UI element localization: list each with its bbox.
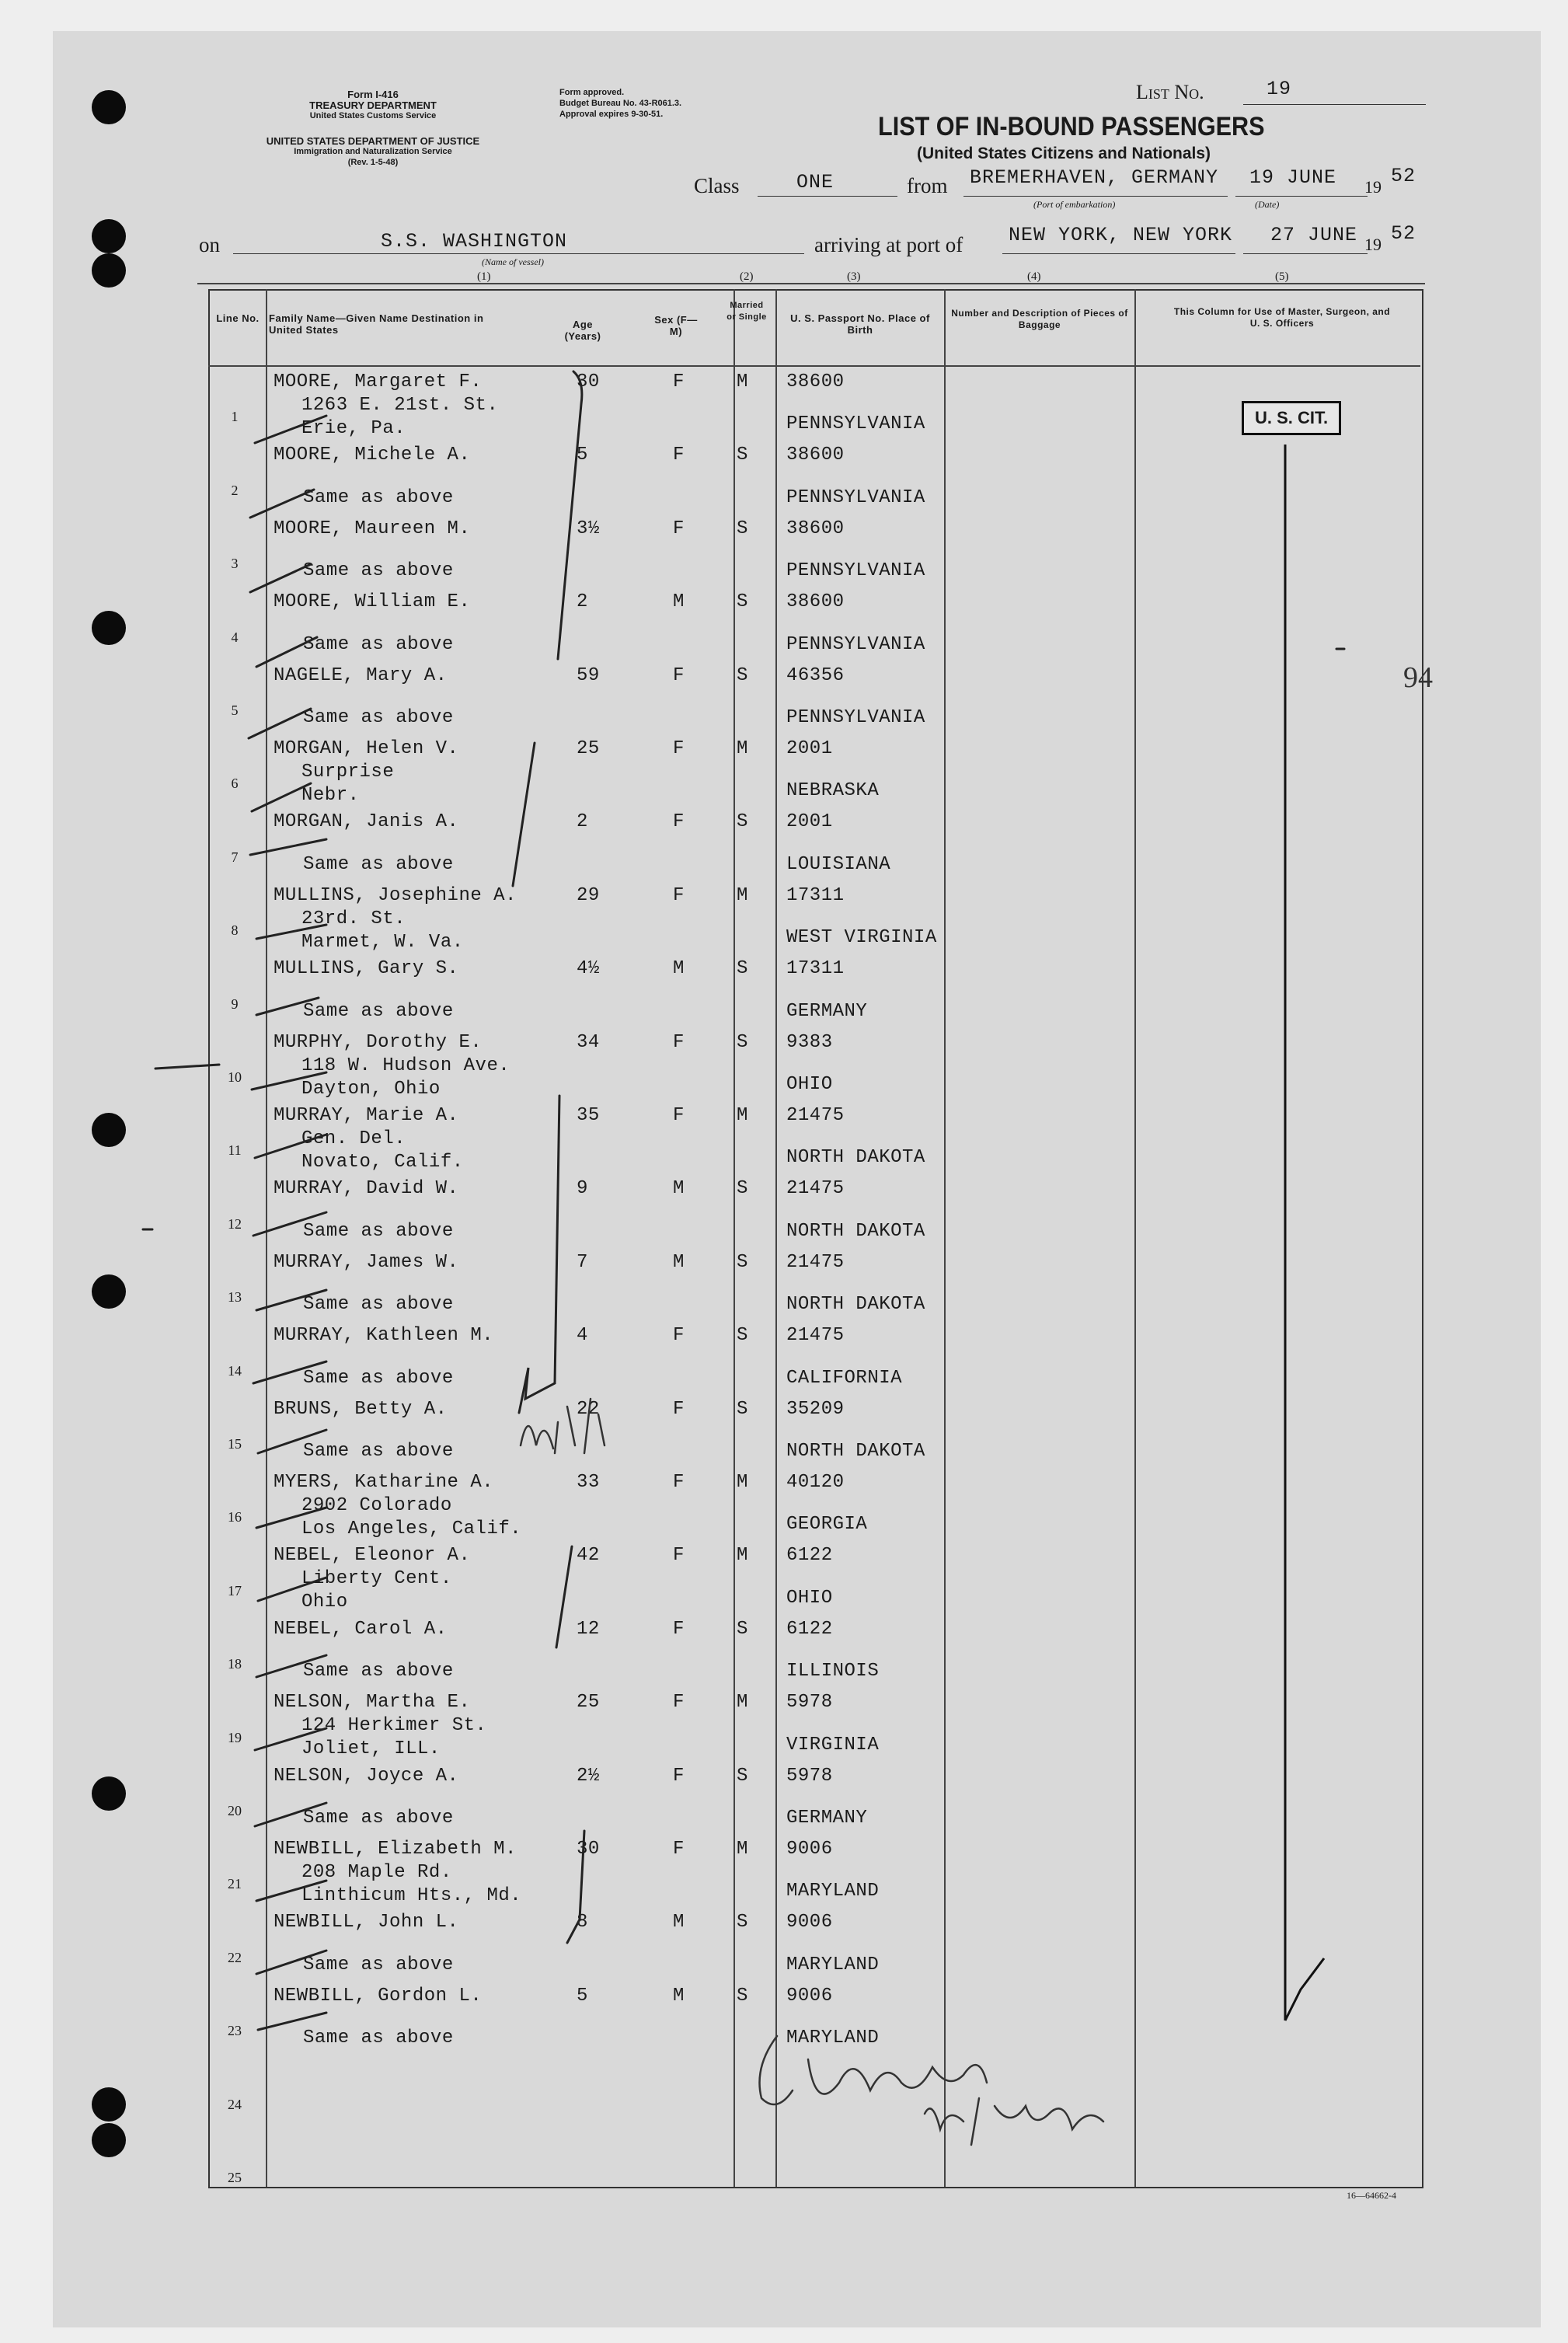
age-value: 5	[577, 1985, 588, 2007]
destination-line: Los Angeles, Calif.	[301, 1518, 522, 1539]
destination-line: Same as above	[303, 1808, 454, 1829]
passenger-name: NEBEL, Eleonor A.	[274, 1545, 471, 1567]
passport-number: 38600	[786, 518, 845, 539]
place-of-birth: MARYLAND	[786, 1881, 880, 1902]
line-number: 13	[228, 1289, 242, 1306]
approval-line-2: Budget Bureau No. 43-R061.3.	[559, 99, 682, 108]
treasury-dept: TREASURY DEPARTMENT	[309, 99, 437, 111]
line-number: 23	[228, 2023, 242, 2039]
passenger-name: BRUNS, Betty A.	[274, 1398, 448, 1420]
place-of-birth: NORTH DAKOTA	[786, 1220, 925, 1242]
place-of-birth: ILLINOIS	[786, 1661, 880, 1682]
age-value: 8	[577, 1912, 588, 1933]
age-value: 12	[577, 1618, 600, 1640]
place-of-birth: PENNSYLVANIA	[786, 633, 925, 655]
destination-line: 23rd. St.	[301, 908, 406, 929]
list-no-label: List No.	[1136, 81, 1204, 103]
col-header-passport: U. S. Passport No. Place of Birth	[790, 312, 930, 336]
sex-value: F	[673, 811, 685, 833]
passport-number: 2001	[786, 811, 833, 833]
line-number: 6	[231, 776, 239, 792]
marital-status: S	[737, 664, 748, 686]
marital-status: M	[737, 884, 748, 906]
destination-line: Same as above	[303, 486, 454, 508]
sex-value: M	[673, 1912, 685, 1933]
line-number: 1	[231, 409, 239, 425]
arriving-label: arriving at port of	[814, 233, 963, 256]
destination-line: Same as above	[303, 853, 454, 875]
place-of-birth: OHIO	[786, 1074, 833, 1095]
passport-number: 5978	[786, 1692, 833, 1714]
age-value: 7	[577, 1251, 588, 1273]
place-of-birth: PENNSYLVANIA	[786, 707, 925, 728]
passport-number: 21475	[786, 1178, 845, 1200]
line-number: 12	[228, 1215, 242, 1232]
place-of-birth: CALIFORNIA	[786, 1367, 903, 1389]
col-num-1: (1)	[477, 270, 491, 283]
sex-value: F	[673, 445, 685, 466]
destination-line: Linthicum Hts., Md.	[301, 1885, 522, 1906]
line-number: 11	[228, 1142, 242, 1159]
year-prefix: 19	[1364, 177, 1382, 197]
destination-line: Marmet, W. Va.	[301, 931, 464, 953]
passenger-name: MORGAN, Janis A.	[274, 811, 459, 833]
place-of-birth: NEBRASKA	[786, 780, 880, 802]
destination-line: Same as above	[303, 1367, 454, 1389]
date-caption: (Date)	[1255, 199, 1280, 210]
marital-status: M	[737, 1545, 748, 1567]
line-number: 20	[228, 1803, 242, 1818]
marital-status: S	[737, 811, 748, 833]
destination-line: Surprise	[301, 762, 395, 783]
passenger-name: MULLINS, Gary S.	[274, 958, 459, 980]
justice-dept: UNITED STATES DEPARTMENT OF JUSTICE	[266, 135, 480, 147]
place-of-birth: GERMANY	[786, 1808, 868, 1829]
destination-line: Same as above	[303, 707, 454, 728]
age-value: 4	[577, 1325, 588, 1347]
passport-number: 40120	[786, 1472, 845, 1493]
line-number: 24	[228, 2096, 242, 2112]
passenger-name: MURRAY, James W.	[274, 1251, 459, 1273]
place-of-birth: PENNSYLVANIA	[786, 560, 925, 582]
line-number: 2	[231, 482, 239, 498]
age-value: 22	[577, 1398, 600, 1420]
form-number: Form I-416	[347, 89, 399, 100]
destination-line: Same as above	[303, 1954, 454, 1975]
embarkation-caption: (Port of embarkation)	[1033, 199, 1116, 210]
passenger-name: NELSON, Martha E.	[274, 1692, 471, 1714]
age-value: 59	[577, 664, 600, 686]
destination-line: Same as above	[303, 1661, 454, 1682]
line-number: 7	[231, 849, 239, 865]
marital-status: S	[737, 1398, 748, 1420]
passenger-name: NELSON, Joyce A.	[274, 1765, 459, 1787]
age-value: 2	[577, 591, 588, 613]
us-citizen-stamp: U. S. CIT.	[1242, 401, 1341, 435]
age-value: 2½	[577, 1765, 600, 1787]
line-number: 17	[228, 1582, 242, 1599]
passport-number: 38600	[786, 591, 845, 613]
place-of-birth: WEST VIRGINIA	[786, 927, 937, 949]
passenger-name: MYERS, Katharine A.	[274, 1472, 494, 1493]
marital-status: S	[737, 1985, 748, 2007]
on-label: on	[199, 233, 220, 256]
sex-value: F	[673, 1618, 685, 1640]
destination-line: Same as above	[303, 1220, 454, 1242]
age-value: 29	[577, 884, 600, 906]
age-value: 34	[577, 1031, 600, 1053]
line-number: 4	[231, 629, 239, 645]
sex-value: F	[673, 884, 685, 906]
place-of-birth: VIRGINIA	[786, 1734, 880, 1756]
place-of-birth: PENNSYLVANIA	[786, 486, 925, 508]
age-value: 4½	[577, 958, 600, 980]
col-num-5: (5)	[1275, 270, 1289, 283]
destination-line: Nebr.	[301, 785, 360, 806]
marital-status: S	[737, 1325, 748, 1347]
marital-status: M	[737, 1692, 748, 1714]
passport-number: 5978	[786, 1765, 833, 1787]
destination-line: Same as above	[303, 1000, 454, 1022]
col-num-3: (3)	[847, 270, 861, 283]
customs-service: United States Customs Service	[309, 111, 437, 120]
marital-status: S	[737, 1251, 748, 1273]
sex-value: F	[673, 1692, 685, 1714]
destination-line: Joliet, ILL.	[301, 1738, 441, 1760]
destination-line: 118 W. Hudson Ave.	[301, 1055, 510, 1076]
col-num-4: (4)	[1027, 270, 1041, 283]
col-header-married: Married or Single	[727, 301, 767, 322]
place-of-birth: MARYLAND	[786, 2027, 880, 2049]
year-prefix-2: 19	[1364, 235, 1382, 254]
sex-value: F	[673, 1105, 685, 1126]
sex-value: F	[673, 738, 685, 759]
destination-line: Same as above	[303, 633, 454, 655]
passenger-name: MOORE, Margaret F.	[274, 371, 483, 392]
sex-value: M	[673, 591, 685, 613]
age-value: 3½	[577, 518, 600, 539]
col-header-name: Family Name—Given Name Destination in United States	[269, 312, 484, 336]
destination-line: Liberty Cent.	[301, 1568, 452, 1590]
sex-value: F	[673, 518, 685, 539]
marital-status: M	[737, 1839, 748, 1860]
age-value: 30	[577, 371, 600, 392]
sex-value: F	[673, 1839, 685, 1860]
passenger-name: MURRAY, Kathleen M.	[274, 1325, 494, 1347]
marital-status: S	[737, 1178, 748, 1200]
marital-status: S	[737, 591, 748, 613]
passport-number: 21475	[786, 1325, 845, 1347]
sex-value: M	[673, 1251, 685, 1273]
place-of-birth: NORTH DAKOTA	[786, 1147, 925, 1169]
place-of-birth: OHIO	[786, 1587, 833, 1609]
line-number: 9	[231, 995, 239, 1012]
sex-value: F	[673, 1472, 685, 1493]
departure-date: 19 JUNE	[1249, 166, 1337, 189]
place-of-birth: NORTH DAKOTA	[786, 1294, 925, 1316]
list-no-value: 19	[1267, 78, 1292, 100]
from-label: from	[907, 174, 948, 197]
destination-line: Novato, Calif.	[301, 1152, 464, 1173]
marital-status: S	[737, 1031, 748, 1053]
col-header-officers: This Column for Use of Master, Surgeon, and U. S. Officers	[1173, 306, 1391, 329]
passport-number: 9006	[786, 1912, 833, 1933]
sex-value: M	[673, 1178, 685, 1200]
list-title: LIST OF IN-BOUND PASSENGERS	[878, 112, 1265, 141]
passport-number: 9006	[786, 1985, 833, 2007]
line-number: 18	[228, 1656, 242, 1672]
passport-number: 9006	[786, 1839, 833, 1860]
marital-status: M	[737, 371, 748, 392]
approval-line-1: Form approved.	[559, 88, 625, 97]
line-number: 8	[231, 922, 239, 939]
marital-status: S	[737, 958, 748, 980]
arrival-year: 52	[1391, 222, 1416, 245]
passenger-name: NEWBILL, Gordon L.	[274, 1985, 483, 2007]
place-of-birth: PENNSYLVANIA	[786, 413, 925, 435]
age-value: 30	[577, 1839, 600, 1860]
sex-value: F	[673, 1545, 685, 1567]
arrival-port: NEW YORK, NEW YORK	[1009, 224, 1233, 246]
line-number: 22	[228, 1949, 242, 1965]
sex-value: F	[673, 1398, 685, 1420]
age-value: 25	[577, 1692, 600, 1714]
passport-number: 46356	[786, 664, 845, 686]
passport-number: 6122	[786, 1545, 833, 1567]
sex-value: M	[673, 958, 685, 980]
marital-status: S	[737, 445, 748, 466]
destination-line: 2902 Colorado	[301, 1495, 452, 1516]
sex-value: F	[673, 1765, 685, 1787]
passenger-name: MORGAN, Helen V.	[274, 738, 459, 759]
destination-line: Gen. Del.	[301, 1128, 406, 1149]
passport-number: 38600	[786, 445, 845, 466]
place-of-birth: GEORGIA	[786, 1514, 868, 1536]
passenger-name: MOORE, Maureen M.	[274, 518, 471, 539]
place-of-birth: NORTH DAKOTA	[786, 1441, 925, 1462]
destination-line: Dayton, Ohio	[301, 1078, 441, 1100]
destination-line: 124 Herkimer St.	[301, 1715, 487, 1737]
passenger-name: MURRAY, Marie A.	[274, 1105, 459, 1126]
passenger-name: NEWBILL, Elizabeth M.	[274, 1839, 517, 1860]
line-number: 16	[228, 1509, 242, 1525]
passenger-name: MULLINS, Josephine A.	[274, 884, 517, 906]
place-of-birth: LOUISIANA	[786, 853, 891, 875]
sex-value: F	[673, 664, 685, 686]
age-value: 35	[577, 1105, 600, 1126]
destination-line: Same as above	[303, 560, 454, 582]
age-value: 42	[577, 1545, 600, 1567]
embarkation-port: BREMERHAVEN, GERMANY	[970, 166, 1219, 189]
passport-number: 6122	[786, 1618, 833, 1640]
line-number: 5	[231, 703, 239, 718]
age-value: 33	[577, 1472, 600, 1493]
marital-status: M	[737, 738, 748, 759]
class-value: ONE	[796, 171, 835, 194]
approval-line-3: Approval expires 9-30-51.	[559, 110, 664, 119]
age-value: 25	[577, 738, 600, 759]
line-number: 15	[228, 1436, 242, 1452]
col-num-2: (2)	[740, 270, 754, 283]
place-of-birth: MARYLAND	[786, 1954, 880, 1975]
passenger-name: NEWBILL, John L.	[274, 1912, 459, 1933]
age-value: 5	[577, 445, 588, 466]
passenger-name: MURPHY, Dorothy E.	[274, 1031, 483, 1053]
vessel-name: S.S. WASHINGTON	[381, 230, 568, 253]
line-number: 25	[228, 2170, 242, 2185]
passenger-name: MURRAY, David W.	[274, 1178, 459, 1200]
age-value: 2	[577, 811, 588, 833]
destination-line: Erie, Pa.	[301, 418, 406, 439]
ins-service: Immigration and Naturalization Service	[294, 147, 452, 156]
passport-number: 2001	[786, 738, 833, 759]
marital-status: S	[737, 1618, 748, 1640]
arrival-date: 27 JUNE	[1270, 224, 1358, 246]
destination-line: Same as above	[303, 1294, 454, 1316]
class-label: Class	[694, 174, 740, 197]
line-number: 3	[231, 556, 239, 572]
sex-value: M	[673, 1985, 685, 2007]
place-of-birth: GERMANY	[786, 1000, 868, 1022]
line-number: 19	[228, 1729, 242, 1745]
col-header-line: Line No.	[216, 312, 260, 324]
vessel-caption: (Name of vessel)	[482, 256, 544, 267]
line-number: 10	[228, 1069, 242, 1085]
marital-status: S	[737, 518, 748, 539]
col-header-age: Age (Years)	[564, 319, 601, 342]
passport-number: 38600	[786, 371, 845, 392]
destination-line: Same as above	[303, 1441, 454, 1462]
destination-line: Same as above	[303, 2027, 454, 2049]
line-number: 21	[228, 1876, 242, 1892]
passenger-name: NEBEL, Carol A.	[274, 1618, 448, 1640]
sex-value: F	[673, 371, 685, 392]
col-header-baggage: Number and Description of Pieces of Baggage	[951, 308, 1128, 330]
passport-number: 35209	[786, 1398, 845, 1420]
age-value: 9	[577, 1178, 588, 1200]
passport-number: 9383	[786, 1031, 833, 1053]
marital-status: M	[737, 1105, 748, 1126]
passport-number: 21475	[786, 1105, 845, 1126]
destination-line: Ohio	[301, 1592, 348, 1613]
form-footer-code: 16—64662-4	[1347, 2190, 1396, 2201]
list-subtitle: (United States Citizens and Nationals)	[917, 145, 1211, 162]
passenger-name: MOORE, Michele A.	[274, 445, 471, 466]
line-number: 14	[228, 1362, 242, 1379]
sex-value: F	[673, 1031, 685, 1053]
passport-number: 17311	[786, 884, 845, 906]
destination-line: 1263 E. 21st. St.	[301, 395, 499, 416]
marital-status: S	[737, 1765, 748, 1787]
passenger-name: MOORE, William E.	[274, 591, 471, 613]
margin-page-number: 94	[1403, 661, 1433, 694]
marital-status: S	[737, 1912, 748, 1933]
departure-year: 52	[1391, 165, 1416, 187]
marital-status: M	[737, 1472, 748, 1493]
destination-line: 208 Maple Rd.	[301, 1862, 452, 1883]
passport-number: 21475	[786, 1251, 845, 1273]
passport-number: 17311	[786, 958, 845, 980]
col-header-sex: Sex (F—M)	[654, 314, 698, 337]
sex-value: F	[673, 1325, 685, 1347]
form-revision: (Rev. 1-5-48)	[347, 158, 399, 167]
passenger-name: NAGELE, Mary A.	[274, 664, 448, 686]
